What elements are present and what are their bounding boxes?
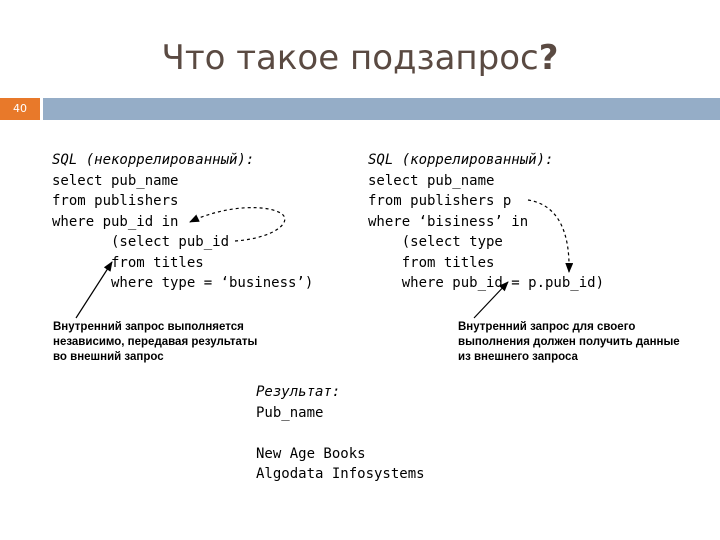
code-line: where pub_id = p.pub_id) bbox=[368, 275, 605, 291]
correlated-note-arrow bbox=[474, 282, 508, 318]
code-line: (select pub_id bbox=[52, 234, 230, 250]
code-line: select pub_name bbox=[368, 172, 495, 189]
uncorrelated-note-arrow bbox=[76, 262, 112, 318]
result-row: Algodata Infosystems bbox=[256, 466, 425, 482]
code-line: from titles bbox=[52, 254, 204, 271]
note-line: независимо, передавая результаты bbox=[53, 336, 258, 348]
result-header: Результат: bbox=[256, 384, 341, 400]
code-line: where ‘bisiness’ in bbox=[368, 213, 529, 230]
code-line: from publishers p bbox=[368, 193, 512, 209]
note-line: из внешнего запроса bbox=[458, 351, 578, 363]
result-column: Pub_name bbox=[256, 404, 324, 421]
note-line: во внешний запрос bbox=[53, 351, 164, 363]
result-row: New Age Books bbox=[256, 445, 366, 462]
code-line: select pub_name bbox=[52, 172, 179, 189]
outer-to-inner-arrow bbox=[528, 200, 569, 272]
code-line: (select type bbox=[368, 234, 503, 250]
subquery-result-arrow bbox=[190, 208, 285, 241]
note-line: выполнения должен получить данные bbox=[458, 336, 680, 348]
note-line: Внутренний запрос для своего bbox=[458, 321, 636, 333]
slide-title-mark: ? bbox=[538, 38, 559, 78]
slide-number: 40 bbox=[0, 98, 40, 120]
correlated-header: SQL (коррелированный): bbox=[368, 152, 554, 168]
note-line: Внутренний запрос выполняется bbox=[53, 321, 244, 333]
uncorrelated-header: SQL (некоррелированный): bbox=[52, 152, 255, 168]
code-line: where type = ‘business’) bbox=[52, 275, 314, 291]
code-line: from titles bbox=[368, 254, 495, 271]
code-line: where pub_id in bbox=[52, 213, 179, 230]
slide-title-text: Что такое подзапрос bbox=[161, 38, 539, 78]
code-line: from publishers bbox=[52, 193, 179, 209]
